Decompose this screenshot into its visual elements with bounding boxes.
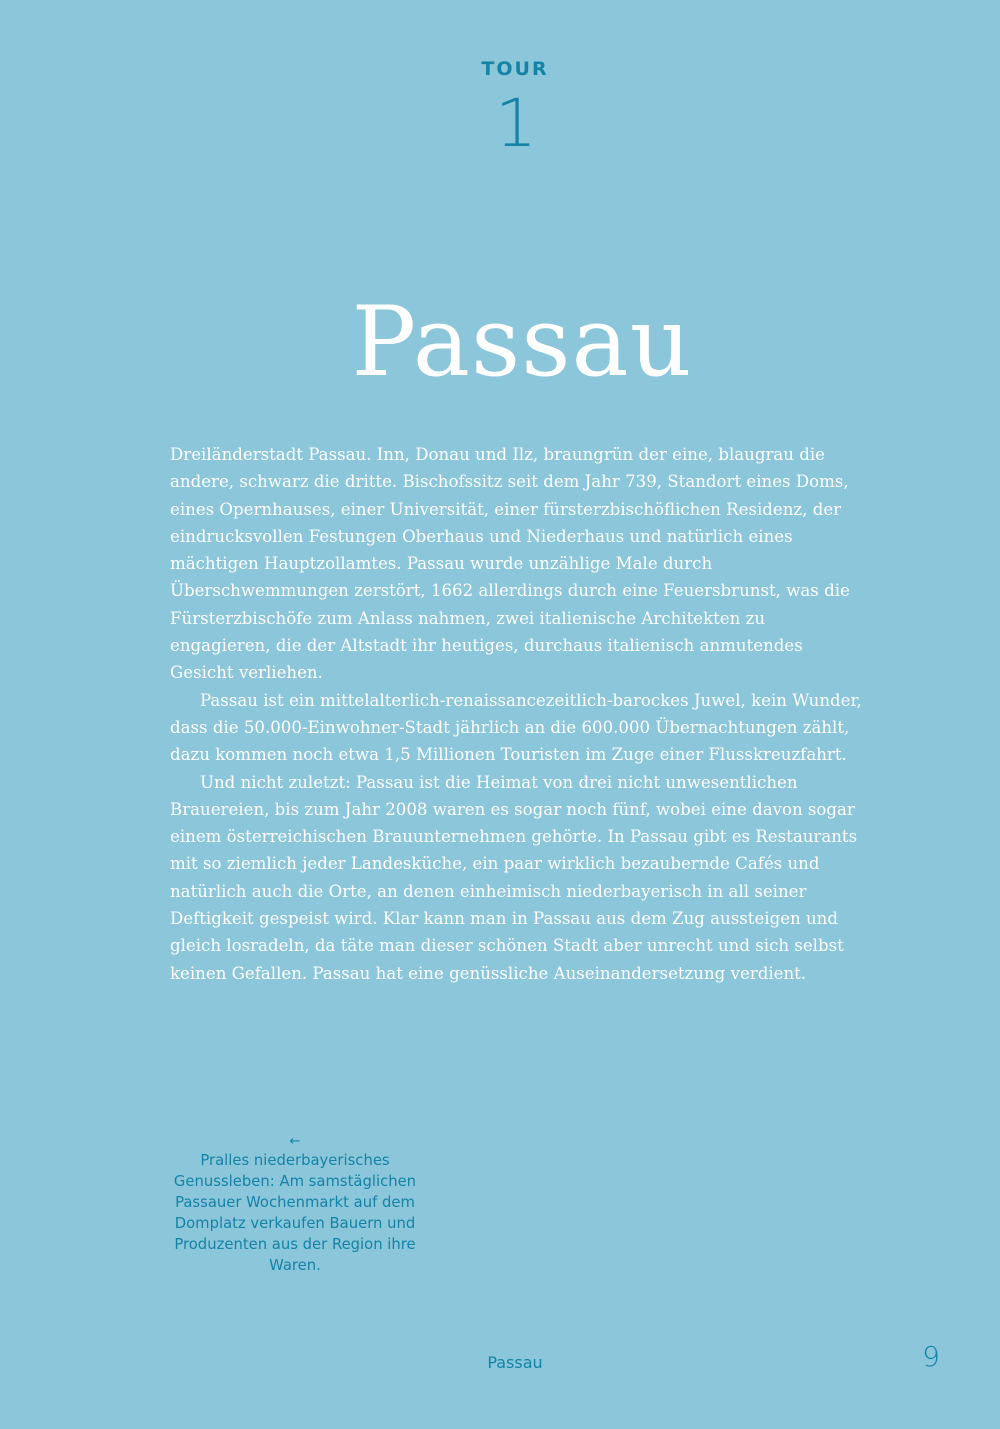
- running-title: Passau: [487, 1353, 543, 1372]
- caption-text: Pralles niederbayerisches Genussleben: Am samstäglichen Passauer Wochenmarkt auf dem Domplatz verkaufen Bauern und Produzenten aus der Region ihre Waren.: [173, 1152, 417, 1274]
- tour-number: 1: [495, 85, 537, 162]
- tour-label: TOUR: [481, 58, 549, 80]
- photo-caption: [165, 1134, 425, 1276]
- arrow-left-icon: ←: [289, 1134, 301, 1149]
- page-number: 9: [922, 1340, 940, 1373]
- page-title: Passau: [351, 286, 693, 398]
- body-paragraph-1: Dreiländerstadt Passau. Inn, Donau und Ilz, braungrün der eine, blaugrau die andere, schwarz die dritte. Bischofssitz seit dem Jahr 739, Standort eines Doms, eines Opernhauses, einer Universität, einer fürsterzbischöflichen Residenz, der eindrucksvollen Festungen Oberhaus und Niederhaus und natürlich eines mächtigen Hauptzollamtes. Passau wurde unzählige Male durch Überschwemmungen zerstört, 1662 allerdings durch eine Feuersbrunst, was die Fürsterzbischöfe zum Anlass nahmen, zwei italienische Architekten zu engagieren, die der Altstadt ihr heutiges, durchaus italienisch anmutendes Gesicht verliehen.: [170, 445, 850, 683]
- body-paragraph-2: Passau ist ein mittelalterlich-renaissancezeitlich-barockes Juwel, kein Wunder, dass die 50.000-Einwohner-Stadt jährlich an die 600.000 Übernachtungen zählt, dazu kommen noch etwa 1,5 Millionen Touristen im Zuge einer Flusskreuzfahrt.: [170, 690, 862, 765]
- body-paragraph-3: Und nicht zuletzt: Passau ist die Heimat von drei nicht unwesentlichen Brauereien, bis zum Jahr 2008 waren es sogar noch fünf, wobei eine davon sogar einem österreichischen Brauunternehmen gehörte. In Passau gibt es Restaurants mit so ziemlich jeder Landesküche, ein paar wirklich bezaubernde Cafés und natürlich auch die Orte, an denen einheimisch niederbayerisch in all seiner Deftigkeit gespeist wird. Klar kann man in Passau aus dem Zug aussteigen und gleich losradeln, da täte man dieser schönen Stadt aber unrecht und sich selbst keinen Gefallen. Passau hat eine genüssliche Auseinandersetzung verdient.: [170, 772, 858, 983]
- body-text: [170, 441, 870, 987]
